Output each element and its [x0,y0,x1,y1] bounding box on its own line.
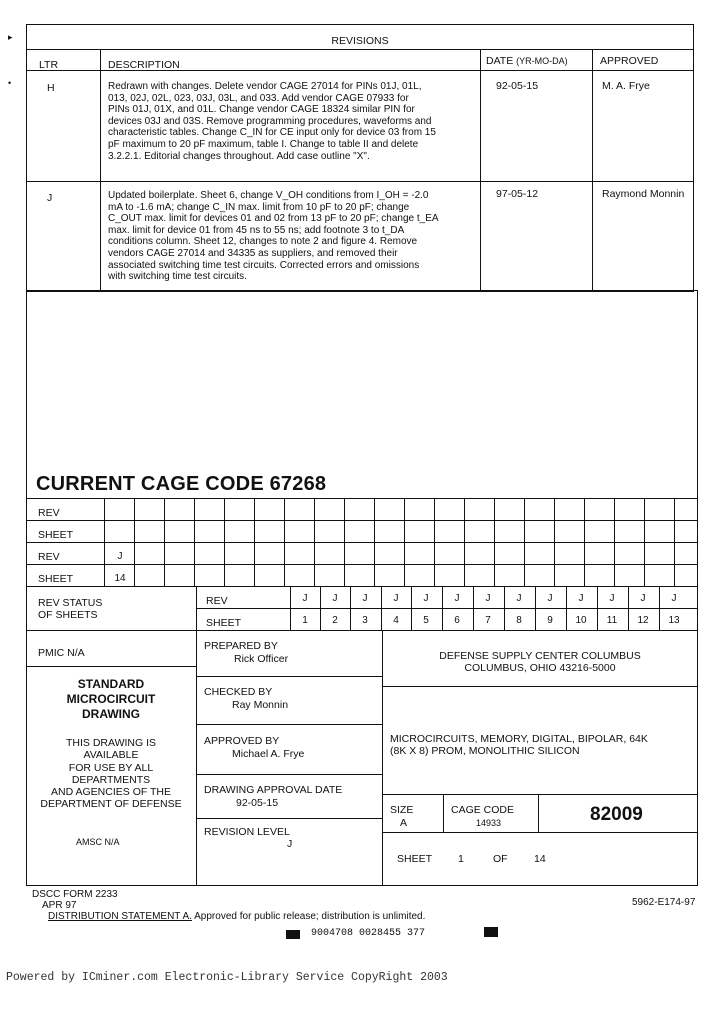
distribution-statement: DISTRIBUTION STATEMENT A. Approved for public release; distribution is unlimited. [48,911,426,922]
rev-status-rev-label: REV [206,595,228,607]
status-rev-cell: J [302,593,308,604]
grid-divider [674,498,675,586]
of-label: OF [493,853,508,865]
grid-rev-value: J [117,551,123,562]
status-sheet-cell: 9 [547,615,553,626]
rev-ltr: J [47,192,53,204]
drawing-title: MICROCIRCUITS, MEMORY, DIGITAL, BIPOLAR, 64K (8K X 8) PROM, MONOLITHIC SILICON [390,733,648,757]
amsc: AMSC N/A [76,837,120,847]
status-rev-cell: J [671,593,677,604]
grid-divider [344,498,345,586]
approval-date: 92-05-15 [236,797,279,809]
status-rev-cell: J [640,593,646,604]
status-rev-cell: J [393,593,399,604]
status-sheet-cell: 4 [393,615,399,626]
status-sheet-cell: 6 [454,615,460,626]
rev-description: Updated boilerplate. Sheet 6, change V_OH conditions from I_OH = -2.0 mA to -1.6 mA; change C_IN max. limit from 10 pF to 20 pF; change C_OUT max. limit for devices 01 and 02 from 13 pF to 20 pF; change t_EA max. limit for device 01 from 45 ns to 55 ns; add footnote 3 to t_DA conditions column. Sheet 12, changes to note 2 and figure 4. Remove vendors CAGE 27014 and 34335 as suppliers, and removed their associated switching time test circuits. Corrected errors and omissions with switching time test circuits. [108,190,439,283]
grid-divider [434,498,435,586]
revision-level: J [287,838,293,850]
status-sheet-cell: 7 [485,615,491,626]
grid-sheet-label: SHEET [38,529,74,541]
current-cage-banner: CURRENT CAGE CODE 67268 [36,473,327,495]
form-code: 5962-E174-97 [632,897,696,908]
status-rev-cell: J [485,593,491,604]
revision-level-label: REVISION LEVEL [204,826,290,838]
status-sheet-cell: 2 [332,615,338,626]
grid-divider [404,498,405,586]
grid-divider [614,498,615,586]
rev-ltr: H [47,82,55,94]
status-sheet-cell: 5 [423,615,429,626]
header-approved: APPROVED [600,55,659,67]
size-value: A [400,817,408,829]
approved-label: APPROVED BY [204,735,280,747]
status-sheet-cell: 10 [575,615,587,626]
revisions-title: REVISIONS [331,35,389,47]
barcode-mark [484,927,498,937]
checked-label: CHECKED BY [204,686,273,698]
pmic: PMIC N/A [38,647,85,659]
rev-date: 92-05-15 [496,80,539,92]
barcode-text: 9004708 0028455 377 [311,928,426,939]
status-rev-cell: J [578,593,584,604]
checked-name: Ray Monnin [232,699,289,711]
availability-notice: THIS DRAWING IS AVAILABLE FOR USE BY ALL DEPARTMENTS AND AGENCIES OF THE DEPARTMENT OF DEFENSE [40,737,182,811]
margin-mark: • [8,78,12,88]
sheet-value: 1 [458,853,464,865]
margin-mark: ▸ [8,32,13,42]
powered-by: Powered by ICminer.com Electronic-Library Service CopyRight 2003 [6,971,448,984]
grid-divider [314,498,315,586]
form-number: DSCC FORM 2233 APR 97 [32,889,118,911]
status-rev-cell: J [547,593,553,604]
grid-divider [194,498,195,586]
of-value: 14 [534,853,546,865]
grid-divider [164,498,165,586]
grid-divider [554,498,555,586]
status-rev-cell: J [454,593,460,604]
status-sheet-cell: 11 [606,615,618,626]
grid-sheet-label: SHEET [38,573,74,585]
grid-divider [494,498,495,586]
size-label: SIZE [390,804,414,816]
header-date: DATE (YR-MO-DA) [486,55,568,67]
status-rev-cell: J [332,593,338,604]
grid-divider [584,498,585,586]
status-sheet-cell: 12 [637,615,649,626]
status-sheet-cell: 8 [516,615,522,626]
grid-divider [254,498,255,586]
rev-description: Redrawn with changes. Delete vendor CAGE 27014 for PINs 01J, 01L, 013, 02J, 02L, 023, 03J, 03L, and 033. Add vendor CAGE 07933 for PINs 01J, 01X, and 01L. Change vendor CAGE 18324 similar PIN for devices 03J and 03S. Remove programming procedures, waveforms and characteristic tables. Change C_IN for CE input only for device 03 from 15 pF maximum to 20 pF maximum, table I. Change to table II and delete 3.2.2.1. Editorial changes throughout. Add case outline "X". [108,81,436,162]
barcode-mark [286,930,300,939]
grid-divider [224,498,225,586]
approved-name: Michael A. Frye [232,748,305,760]
cage-code-label: CAGE CODE [451,804,515,816]
status-rev-cell: J [609,593,615,604]
sheet-label: SHEET [397,853,433,865]
drawing-number: 82009 [590,804,643,825]
grid-rev-label: REV [38,551,60,563]
grid-divider [374,498,375,586]
status-rev-cell: J [423,593,429,604]
dscc-address: DEFENSE SUPPLY CENTER COLUMBUS COLUMBUS, OHIO 43216-5000 [439,650,641,674]
header-ltr: LTR [39,59,59,71]
status-rev-cell: J [362,593,368,604]
status-sheet-cell: 1 [302,615,308,626]
prepared-name: Rick Officer [234,653,289,665]
rev-status-sheet-label: SHEET [206,617,242,629]
rev-date: 97-05-12 [496,188,539,200]
grid-divider [464,498,465,586]
grid-divider [524,498,525,586]
grid-sheet-value: 14 [114,573,126,584]
header-description: DESCRIPTION [108,59,180,71]
standard-microcircuit-drawing: STANDARD MICROCIRCUIT DRAWING [66,677,156,721]
prepared-label: PREPARED BY [204,640,278,652]
rev-approved: M. A. Frye [602,80,650,92]
rev-status-label: REV STATUS OF SHEETS [38,597,103,621]
status-sheet-cell: 13 [668,615,680,626]
grid-divider [284,498,285,586]
rev-approved: Raymond Monnin [602,188,685,200]
status-rev-cell: J [516,593,522,604]
cage-code-value: 14933 [476,818,502,828]
status-sheet-cell: 3 [362,615,368,626]
approval-date-label: DRAWING APPROVAL DATE [204,784,343,796]
grid-rev-label: REV [38,507,60,519]
grid-divider [644,498,645,586]
